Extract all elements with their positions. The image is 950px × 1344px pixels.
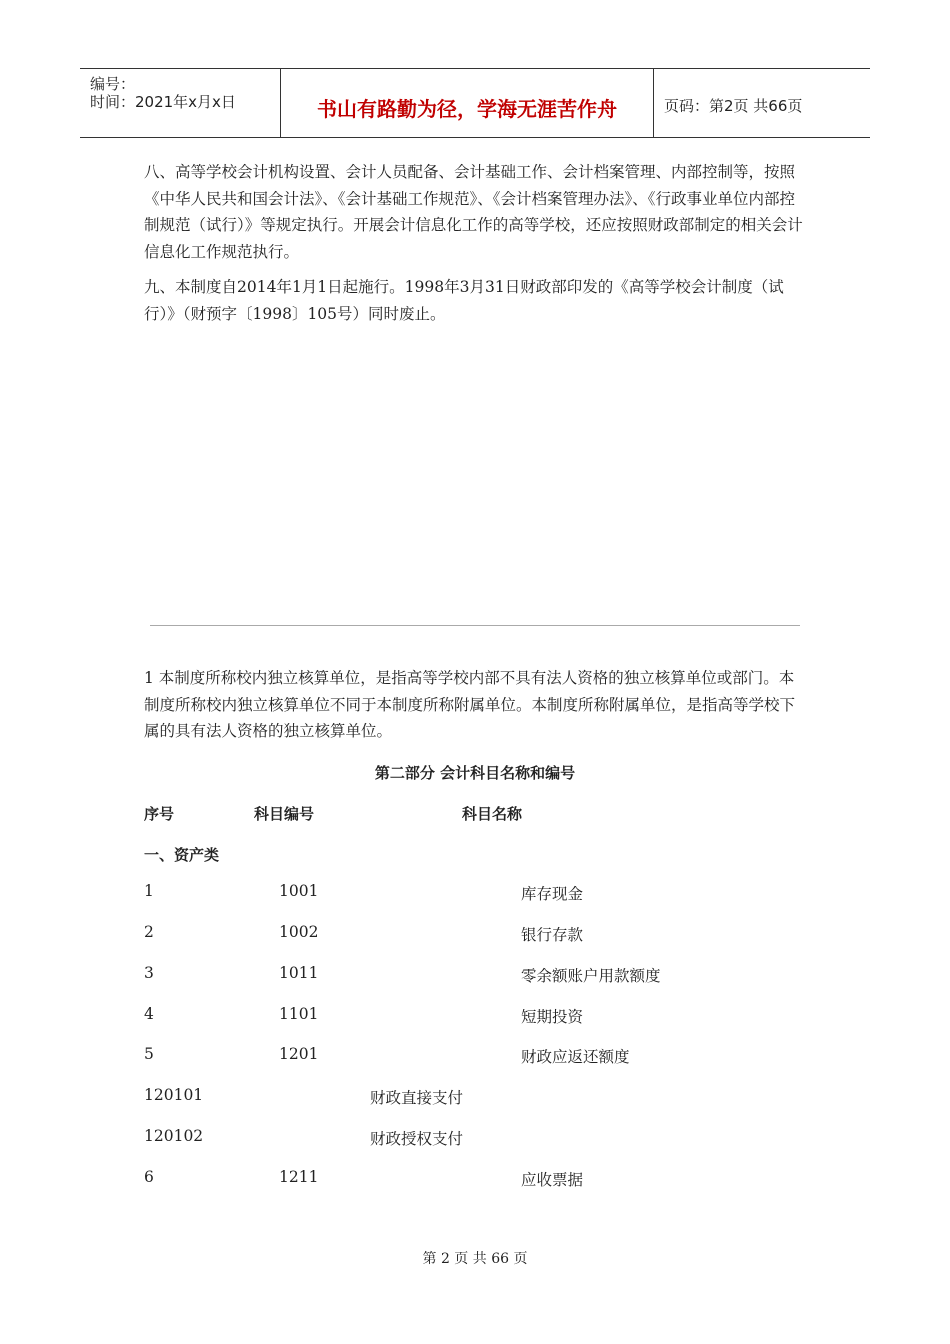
page-footer: 第 2 页 共 66 页 bbox=[422, 1251, 528, 1267]
table-row bbox=[0, 1005, 950, 1031]
row-seq: 2 bbox=[144, 923, 154, 941]
row-name: 库存现金 bbox=[521, 885, 584, 903]
category-assets: 一、资产类 bbox=[144, 846, 220, 864]
page-header bbox=[80, 68, 870, 138]
document-number-label: 编号： bbox=[90, 75, 136, 93]
subrow-name: 财政授权支付 bbox=[370, 1130, 464, 1148]
document-date: 时间：2021年x月x日 bbox=[90, 93, 236, 111]
column-header-name: 科目名称 bbox=[462, 805, 523, 823]
row-name: 短期投资 bbox=[521, 1008, 584, 1026]
subrow-code: 120101 bbox=[144, 1086, 204, 1104]
table-row bbox=[0, 964, 950, 990]
footnote: 1 本制度所称校内独立核算单位，是指高等学校内部不具有法人资格的独立核算单位或部门。本制度所称校内独立核算单位不同于本制度所称附属单位。本制度所称附属单位，是指高等学校下属的具有法人资格的独立核算单位。 bbox=[144, 669, 796, 740]
row-code: 1201 bbox=[279, 1045, 319, 1063]
subrow-code: 120102 bbox=[144, 1127, 204, 1145]
header-page-info: 页码：第2页 共66页 bbox=[664, 97, 803, 115]
header-slogan: 书山有路勤为径，学海无涯苦作舟 bbox=[317, 97, 617, 121]
header-page-cell bbox=[654, 69, 870, 137]
row-code: 1001 bbox=[279, 882, 319, 900]
row-code: 1002 bbox=[279, 923, 319, 941]
table-row bbox=[0, 882, 950, 908]
row-name: 零余额账户用款额度 bbox=[521, 967, 661, 985]
row-seq: 6 bbox=[144, 1168, 154, 1186]
header-meta bbox=[80, 69, 281, 137]
table-row bbox=[0, 1168, 950, 1194]
row-code: 1101 bbox=[279, 1005, 319, 1023]
row-seq: 1 bbox=[144, 882, 154, 900]
row-code: 1211 bbox=[279, 1168, 319, 1186]
row-seq: 4 bbox=[144, 1005, 154, 1023]
column-header-code: 科目编号 bbox=[254, 805, 315, 823]
table-row bbox=[0, 1045, 950, 1071]
paragraph-8: 八、高等学校会计机构设置、会计人员配备、会计基础工作、会计档案管理、内部控制等，按照《中华人民共和国会计法》、《会计基础工作规范》、《会计档案管理办法》、《行政事业单位内部控制规范（试行）》等规定执行。开展会计信息化工作的高等学校，还应按照财政部制定的相关会计信息化工作规范执行。 bbox=[144, 163, 803, 261]
table-subrow bbox=[0, 1127, 950, 1153]
subrow-name: 财政直接支付 bbox=[370, 1089, 464, 1107]
column-header-seq: 序号 bbox=[144, 805, 175, 823]
row-code: 1011 bbox=[279, 964, 319, 982]
row-name: 银行存款 bbox=[521, 926, 584, 944]
footnote-divider bbox=[150, 625, 800, 626]
header-slogan-cell bbox=[281, 69, 654, 137]
row-seq: 5 bbox=[144, 1045, 154, 1063]
paragraph-9: 九、本制度自2014年1月1日起施行。1998年3月31日财政部印发的《高等学校会计制度（试行）》（财预字〔1998〕105号）同时废止。 bbox=[144, 278, 784, 323]
section-title: 第二部分 会计科目名称和编号 bbox=[374, 764, 576, 782]
row-name: 应收票据 bbox=[521, 1171, 584, 1189]
table-row bbox=[0, 923, 950, 949]
row-seq: 3 bbox=[144, 964, 154, 982]
table-subrow bbox=[0, 1086, 950, 1112]
row-name: 财政应返还额度 bbox=[521, 1048, 630, 1066]
